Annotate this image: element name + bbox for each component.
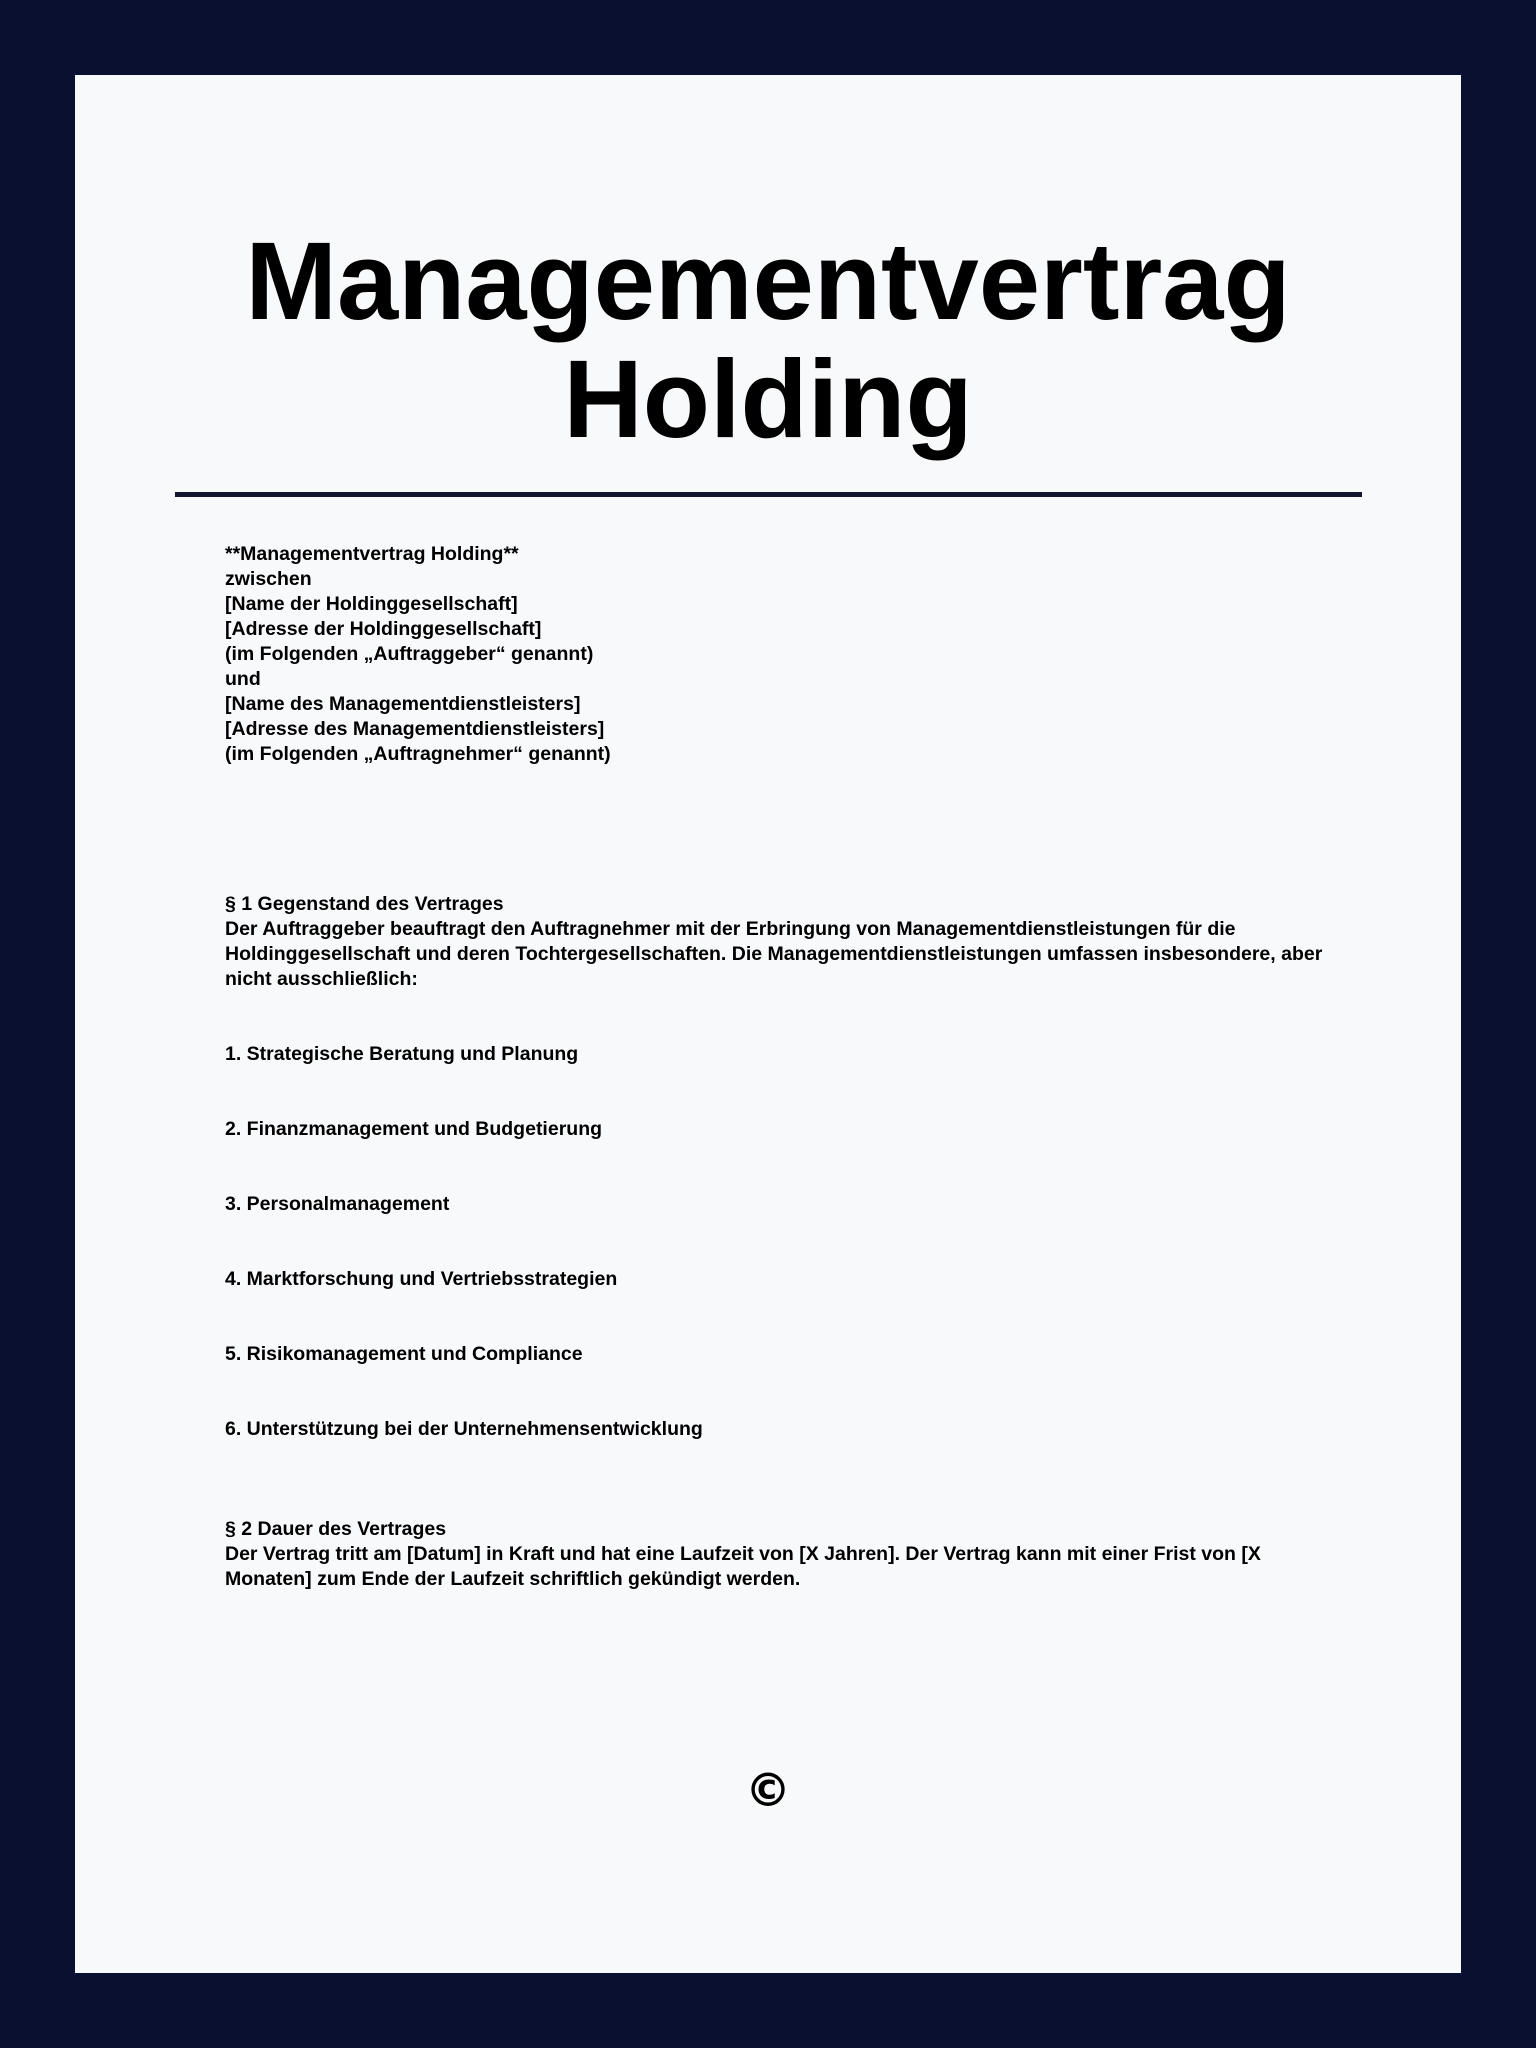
service-item: 6. Unterstützung bei der Unternehmensentwicklung: [225, 1418, 703, 1440]
document-title: [75, 220, 1461, 461]
service-item: 5. Risikomanagement und Compliance: [225, 1343, 583, 1365]
contract-heading: **Managementvertrag Holding**: [225, 543, 519, 565]
section1-text-line: Holdinggesellschaft und deren Tochtergesellschaften. Die Managementdienstleistungen umfassen insbesondere, aber: [225, 943, 1323, 965]
service-item: 4. Marktforschung und Vertriebsstrategien: [225, 1268, 618, 1290]
party2-name: [Name des Managementdienstleisters]: [225, 693, 581, 715]
title-divider: [175, 492, 1362, 497]
party1-name: [Name der Holdinggesellschaft]: [225, 593, 518, 615]
and-label: und: [225, 668, 261, 690]
section1-heading: § 1 Gegenstand des Vertrages: [225, 893, 504, 915]
service-item: 1. Strategische Beratung und Planung: [225, 1043, 579, 1065]
party1-address: [Adresse der Holdinggesellschaft]: [225, 618, 542, 640]
section2-heading: § 2 Dauer des Vertrages: [225, 1518, 447, 1540]
section2-text-line: Monaten] zum Ende der Laufzeit schriftlich gekündigt werden.: [225, 1568, 801, 1590]
section1-text-line: Der Auftraggeber beauftragt den Auftragnehmer mit der Erbringung von Managementdienstleistungen für die: [225, 918, 1236, 940]
party2-address: [Adresse des Managementdienstleisters]: [225, 718, 605, 740]
section1-text-line: nicht ausschließlich:: [225, 968, 418, 990]
title-line-1: Managementvertrag: [245, 220, 1291, 343]
service-item: 2. Finanzmanagement und Budgetierung: [225, 1118, 603, 1140]
party1-designation: (im Folgenden „Auftraggeber“ genannt): [225, 643, 594, 665]
title-line-2: Holding: [563, 338, 973, 461]
section2-text-line: Der Vertrag tritt am [Datum] in Kraft und hat eine Laufzeit von [X Jahren]. Der Vertrag kann mit einer Frist von [X: [225, 1543, 1261, 1565]
party2-designation: (im Folgenden „Auftragnehmer“ genannt): [225, 743, 611, 765]
between-label: zwischen: [225, 568, 312, 590]
document-page: [75, 75, 1461, 1973]
copyright-icon: ©: [745, 1763, 791, 1817]
service-item: 3. Personalmanagement: [225, 1193, 450, 1215]
contract-body: [225, 542, 1435, 1592]
